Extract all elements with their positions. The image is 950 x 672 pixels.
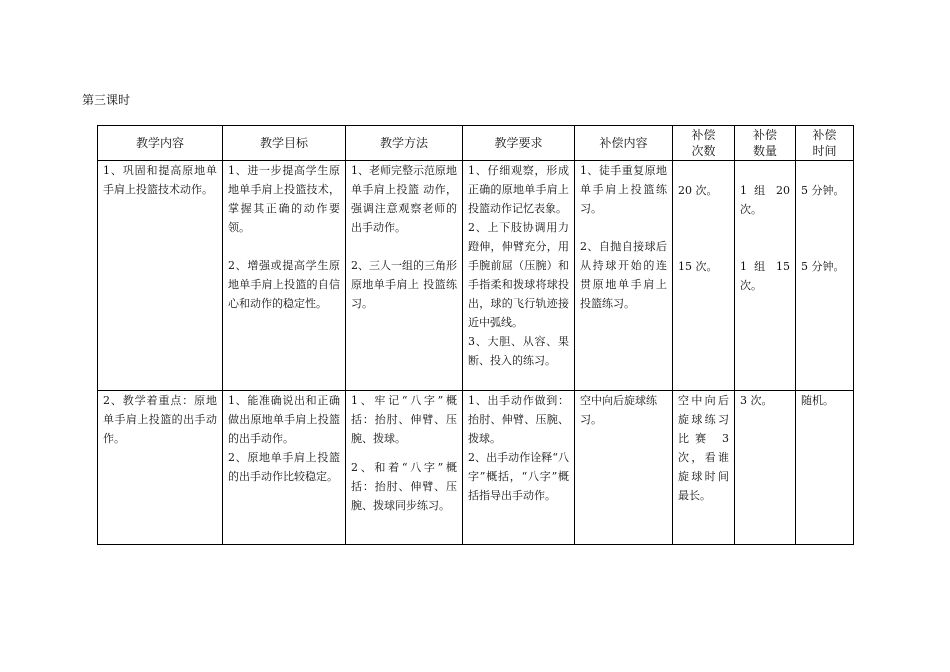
header-compensation-duration-line1: 补偿 <box>812 128 837 142</box>
table-row <box>98 391 854 545</box>
table-row <box>98 161 854 391</box>
content-text: 1、巩固和提高原地单手肩上投篮技术动作。 <box>103 164 217 196</box>
cell-requirement <box>463 391 575 545</box>
header-compensation-times-line2: 次数 <box>691 144 716 158</box>
cell-goal <box>223 391 346 545</box>
method-item: 2、和着“八字”概括：抬肘、伸臂、压腕、拨球同步练习。 <box>351 461 457 512</box>
header-teaching-requirement: 教学要求 <box>463 126 575 161</box>
cell-goal <box>223 161 346 391</box>
goal-item: 1、能准确说出和正确做出原地单手肩上投篮的出手动作。 <box>228 394 340 445</box>
requirement-item: 1、仔细观察，形成正确的原地单手肩上投篮动作记忆表象。 <box>468 164 569 215</box>
requirement-item: 1、出手动作做到：抬肘、伸臂、压腕、拨球。 <box>468 394 569 445</box>
cell-method <box>346 161 463 391</box>
compensation-duration-item: 随机。 <box>801 394 834 407</box>
cell-compensation-duration <box>796 391 854 545</box>
header-compensation-amount <box>735 126 796 161</box>
cell-requirement <box>463 161 575 391</box>
compensation-times-item: 空中向后旋球练习比赛 3 次，看谁旋球时间最长。 <box>678 394 729 502</box>
header-teaching-method: 教学方法 <box>346 126 463 161</box>
goal-item: 1、进一步提高学生原地单手肩上投篮技术，掌握其正确的动作要领。 <box>228 164 340 234</box>
compensation-amount-item: 1 组 15 次。 <box>740 260 790 292</box>
method-item: 1、老师完整示范原地单手肩上投篮 动作，强调注意观察老师的出手动作。 <box>351 164 457 234</box>
requirement-item: 2、出手动作诠释“八字”概括，“八字”概括指导出手动作。 <box>468 451 569 502</box>
compensation-times-item: 20 次。 <box>678 184 718 197</box>
compensation-amount-item: 3 次。 <box>740 394 773 407</box>
cell-compensation-amount <box>735 161 796 391</box>
cell-compensation-times <box>673 161 735 391</box>
requirement-item: 2、上下肢协调用力蹬伸，伸臂充分，用手腕前屈（压腕）和手指柔和拨球将球投出，球的飞行轨迹接近中弧线。 <box>468 221 569 329</box>
header-compensation-duration <box>796 126 854 161</box>
compensation-duration-item: 5 分钟。 <box>801 184 845 197</box>
method-item: 1、牢记“八字”概括：抬肘、伸臂、压腕、拨球。 <box>351 394 457 445</box>
content-text: 2、教学着重点：原地单手肩上投篮的出手动作。 <box>103 394 217 445</box>
requirement-item: 3、大胆、从容、果断、投入的练习。 <box>468 335 569 367</box>
section-title: 第三课时 <box>82 93 131 107</box>
cell-content <box>98 391 223 545</box>
header-compensation-amount-line2: 数量 <box>752 144 777 158</box>
compensation-item: 空中向后旋球练习。 <box>580 394 657 426</box>
cell-content <box>98 161 223 391</box>
compensation-times-item: 15 次。 <box>678 260 718 273</box>
cell-compensation-content <box>575 391 673 545</box>
goal-item: 2、增强或提高学生原地单手肩上投篮的自信心和动作的稳定性。 <box>228 259 340 310</box>
header-compensation-duration-line2: 时间 <box>812 144 837 158</box>
header-compensation-times <box>673 126 735 161</box>
header-compensation-amount-line1: 补偿 <box>752 128 777 142</box>
header-compensation-times-line1: 补偿 <box>691 128 716 142</box>
compensation-amount-item: 1 组 20 次。 <box>740 184 790 216</box>
cell-compensation-content <box>575 161 673 391</box>
cell-compensation-times <box>673 391 735 545</box>
goal-item: 2、原地单手肩上投篮的出手动作比较稳定。 <box>228 451 340 483</box>
compensation-item: 1、徒手重复原地单手肩上投篮练习。 <box>580 164 667 215</box>
compensation-item: 2、自抛自接球后从持球开始的连贯原地单手肩上投篮练习。 <box>580 240 667 310</box>
cell-method <box>346 391 463 545</box>
lesson-plan-table <box>97 125 854 545</box>
header-compensation-content: 补偿内容 <box>575 126 673 161</box>
compensation-duration-item: 5 分钟。 <box>801 260 845 273</box>
cell-compensation-duration <box>796 161 854 391</box>
header-row <box>98 126 854 161</box>
header-teaching-content: 教学内容 <box>98 126 223 161</box>
cell-compensation-amount <box>735 391 796 545</box>
header-teaching-goal: 教学目标 <box>223 126 346 161</box>
method-item: 2、三人一组的三角形原地单手肩上 投篮练习。 <box>351 259 457 310</box>
